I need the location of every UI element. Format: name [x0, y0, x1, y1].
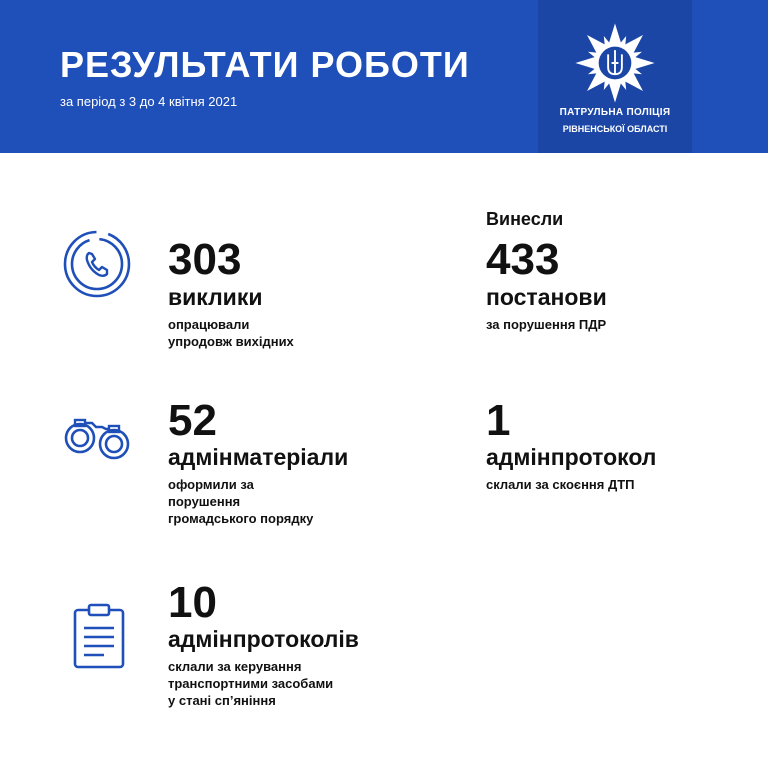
admin-protocols-desc-1: склали за керування	[168, 659, 302, 674]
calls-desc-1: опрацювали	[168, 317, 250, 332]
admin-materials-desc-1: оформили за	[168, 477, 254, 492]
admin-protocol-desc-1: склали за скоєння ДТП	[486, 477, 635, 492]
admin-materials-label: адмінматеріали	[168, 444, 349, 470]
calls-number: 303	[168, 235, 242, 284]
clipboard-icon	[72, 602, 126, 670]
header-banner	[0, 0, 768, 153]
logo-text-line2: РІВНЕНСЬКОЇ ОБЛАСТІ	[562, 124, 668, 134]
page-title: РЕЗУЛЬТАТИ РОБОТИ	[60, 44, 470, 85]
logo-text-line1: ПАТРУЛЬНА ПОЛІЦІЯ	[559, 107, 671, 118]
phone-call-icon	[62, 229, 132, 299]
police-logo-panel	[538, 0, 692, 153]
admin-materials-number: 52	[168, 396, 217, 445]
admin-protocols-desc-2: транспортними засобами	[168, 676, 334, 691]
admin-protocol-number: 1	[486, 396, 511, 445]
resolutions-pre: Винесли	[486, 209, 564, 229]
admin-protocol-label: адмінпротокол	[486, 444, 657, 470]
admin-materials-desc-3: громадського порядку	[168, 511, 314, 526]
police-star-icon	[572, 20, 658, 106]
admin-protocols-label: адмінпротоколів	[168, 626, 359, 652]
resolutions-desc-1: за порушення ПДР	[486, 317, 607, 332]
admin-protocols-desc-3: у стані сп’яніння	[168, 693, 276, 708]
admin-materials-desc-2: порушення	[168, 494, 241, 509]
calls-desc-2: упродовж вихідних	[168, 334, 294, 349]
admin-protocols-number: 10	[168, 578, 217, 627]
resolutions-label: постанови	[486, 284, 607, 310]
period-subtitle: за період з 3 до 4 квітня 2021	[60, 94, 238, 109]
calls-label: виклики	[168, 284, 263, 310]
handcuffs-icon	[62, 410, 132, 466]
resolutions-number: 433	[486, 235, 560, 284]
